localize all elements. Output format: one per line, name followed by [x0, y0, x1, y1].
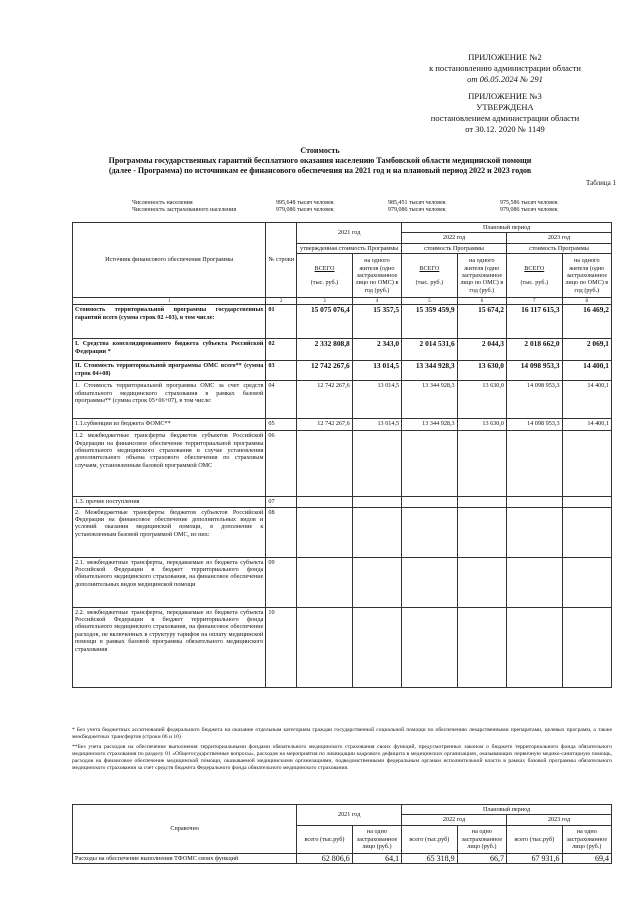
row-total-2022: 13 344 928,3	[402, 419, 458, 431]
row-total-2023: 16 117 615,3	[507, 305, 563, 339]
row-total-2021	[297, 607, 353, 687]
decree-line: к постановлению администрации области	[429, 63, 581, 73]
row-name: 2.1. межбюджетные трансферты, передаваемые из бюджета субъекта Российской Федерации в бюджет территориального фонда обязательного медицинского страхования, на финансовое обеспечение дополнительных видов медицинской помощи	[73, 557, 266, 607]
ref-row-p22: 66,7	[457, 853, 506, 863]
approved-label: УТВЕРЖДЕНА	[476, 102, 534, 112]
table-row	[73, 431, 612, 497]
decree-date: от 06.05.2024 № 291	[467, 74, 543, 84]
row-total-2023: 14 098 953,3	[507, 381, 563, 419]
row-total-2022: 13 344 928,3	[402, 381, 458, 419]
row-number: 06	[266, 431, 297, 497]
row-per-person-2023: 14 400,1	[562, 419, 611, 431]
row-total-2021: 12 742 267,6	[297, 419, 353, 431]
ref-per-insured-2022: на одно застрахованное лицо (руб.)	[457, 825, 506, 853]
population-2022: 979,086 тысяч человек	[388, 207, 446, 213]
row-per-person-2021: 2 343,0	[352, 339, 401, 361]
row-per-person-2021: 13 014,5	[352, 381, 401, 419]
row-per-person-2023: 14 400,1	[562, 381, 611, 419]
row-per-person-2021	[352, 557, 401, 607]
population-2022: 985,451 тысяч человек	[388, 200, 446, 206]
row-number: 09	[266, 557, 297, 607]
row-total-2021: 2 332 808,8	[297, 339, 353, 361]
title-line-1: Стоимость	[300, 146, 340, 155]
row-per-person-2023	[562, 607, 611, 687]
row-number: 01	[266, 305, 297, 339]
footnotes	[72, 727, 612, 772]
table-row	[73, 381, 612, 419]
col-number: 2	[266, 298, 297, 305]
header-source: Источник финансового обеспечения Программы	[73, 223, 266, 298]
row-per-person-2022: 15 674,2	[457, 305, 506, 339]
header-per-person-2021: на одного жителя (одно застрахованное лицо по ОМС) в год (руб.)	[352, 254, 401, 298]
row-per-person-2022: 13 630,0	[457, 381, 506, 419]
ref-row-t22: 65 318,9	[402, 853, 458, 863]
row-number: 03	[266, 361, 297, 381]
ref-per-insured-2021: на одно застрахованное лицо (руб.)	[352, 825, 401, 853]
row-name: 2.2. межбюджетные трансферты, передаваемые из бюджета субъекта Российской Федерации в бюджет территориального фонда обязательного медицинского страхования, на финансовое обеспечение расходов, не включенных в структуру тарифов на оплату медицинской помощи в рамках базовой программы обязательного медицинского страхования	[73, 607, 266, 687]
header-total-2022	[402, 254, 458, 298]
approved-by: постановлением администрации области	[430, 113, 580, 123]
header-2021: 2021 год	[297, 223, 402, 244]
ref-row-t23: 67 931,6	[507, 853, 563, 863]
title-line-2: Программы государственных гарантий бесплатного оказания населению Тамбовской области медицинской помощи	[108, 156, 532, 165]
row-name: Стоимость территориальной программы государственных гарантий всего (сумма строк 02 +03), в том числе:	[73, 305, 266, 339]
col-number: 1	[73, 298, 266, 305]
ref-header-2022: 2022 год	[402, 815, 507, 825]
row-name: I. Средства консолидированного бюджета субъекта Российской Федерации *	[73, 339, 266, 361]
row-number: 02	[266, 339, 297, 361]
row-total-2021	[297, 497, 353, 507]
table-row	[73, 507, 612, 557]
row-per-person-2022	[457, 497, 506, 507]
ref-row-t21: 62 806,6	[297, 853, 353, 863]
row-total-2021	[297, 507, 353, 557]
row-total-2023: 2 018 662,0	[507, 339, 563, 361]
row-name: 1.2 межбюджетные трансферты бюджетов субъектов Российской Федерации на финансовое обеспечение территориальной программы обязательного медицинского страхования в случае установления дополнительного объема страхового обеспечения по страховым случаям, установленным базовой программой ОМС	[73, 431, 266, 497]
row-total-2023: 14 098 953,3	[507, 419, 563, 431]
row-name: 1.3. прочие поступления	[73, 497, 266, 507]
population-2023: 979,086 тысяч человек	[500, 207, 558, 213]
row-total-2023	[507, 507, 563, 557]
row-per-person-2023: 16 469,2	[562, 305, 611, 339]
population-2021: 979,086 тысяч человек	[276, 207, 334, 213]
row-per-person-2022	[457, 557, 506, 607]
document-title	[60, 146, 580, 176]
row-per-person-2021	[352, 497, 401, 507]
row-number: 10	[266, 607, 297, 687]
ref-row-name: Расходы на обеспечение выполнения ТФОМС своих функций	[73, 853, 297, 863]
row-name: 2. Межбюджетные трансферты бюджетов субъектов Российской Федерации на финансовое обеспечение дополнительных видов и условий оказания медицинской помощи, в дополнение к установленным базовой программой ОМС, из них:	[73, 507, 266, 557]
ref-row-p23: 69,4	[562, 853, 611, 863]
appendix-2-label: ПРИЛОЖЕНИЕ №2	[468, 52, 542, 62]
table-row	[73, 339, 612, 361]
row-per-person-2021	[352, 507, 401, 557]
row-total-2023	[507, 497, 563, 507]
ref-total-2021: всего (тыс.руб)	[297, 825, 353, 853]
ref-per-insured-2023: на одно застрахованное лицо (руб.)	[562, 825, 611, 853]
table-label: Таблица 1	[586, 179, 616, 187]
row-total-2022	[402, 607, 458, 687]
row-number: 08	[266, 507, 297, 557]
row-per-person-2021: 13 014,5	[352, 419, 401, 431]
row-total-2023: 14 098 953,3	[507, 361, 563, 381]
total-unit: (тыс. руб.)	[415, 279, 444, 287]
population-2021: 995,648 тысяч человек	[276, 200, 334, 206]
population-label: Численность застрахованного населения	[132, 207, 237, 213]
row-total-2021: 12 742 267,6	[297, 381, 353, 419]
row-number: 05	[266, 419, 297, 431]
row-per-person-2023	[562, 497, 611, 507]
row-total-2022	[402, 507, 458, 557]
total-label: ВСЕГО	[524, 264, 545, 272]
row-total-2022	[402, 497, 458, 507]
row-name: 1.1.субвенции из бюджета ФОМС**	[73, 419, 266, 431]
ref-header-2023: 2023 год	[507, 815, 612, 825]
row-per-person-2023: 14 400,1	[562, 361, 611, 381]
col-number: 3	[297, 298, 353, 305]
total-label: ВСЕГО	[419, 264, 440, 272]
row-per-person-2022: 2 044,3	[457, 339, 506, 361]
ref-total-2023: всего (тыс.руб)	[507, 825, 563, 853]
row-name: 1. Стоимость территориальной программы ОМС за счет средств обязательного медицинского страхования в рамках базовой программы** (сумма строк 05+06+07), в том числе:	[73, 381, 266, 419]
col-number: 6	[457, 298, 506, 305]
header-row-no: № строки	[266, 223, 297, 298]
row-per-person-2022: 13 630,0	[457, 419, 506, 431]
row-total-2023	[507, 431, 563, 497]
header-per-person-2022: на одного жителя (одно застрахованное лицо по ОМС) в год (руб.)	[457, 254, 506, 298]
ref-header-2021: 2021 год	[297, 805, 402, 826]
table-row	[73, 305, 612, 339]
footnote-1: * Без учета бюджетных ассигнований федерального бюджета на оказание отдельным категориям граждан государственной социальной помощи по обеспечению лекарственными препаратами, целевых программ, а также межбюджетных трансфертов (строки 06 и 10)	[72, 727, 612, 740]
ref-row-p21: 64,1	[352, 853, 401, 863]
population-table	[130, 200, 610, 214]
col-number: 5	[402, 298, 458, 305]
row-per-person-2022: 13 630,0	[457, 361, 506, 381]
row-total-2022	[402, 431, 458, 497]
row-per-person-2021: 13 014,5	[352, 361, 401, 381]
col-number: 8	[562, 298, 611, 305]
row-total-2021: 15 075 076,4	[297, 305, 353, 339]
row-total-2021	[297, 557, 353, 607]
row-per-person-2023	[562, 431, 611, 497]
reference-table	[72, 804, 612, 864]
total-unit: (тыс. руб.)	[310, 279, 339, 287]
table-row	[73, 361, 612, 381]
header-total-2021	[297, 254, 353, 298]
row-per-person-2021	[352, 431, 401, 497]
row-total-2022: 15 359 459,9	[402, 305, 458, 339]
population-label: Численность населения	[132, 200, 193, 206]
approved-date: от 30.12. 2020 № 1149	[465, 124, 545, 134]
cost-table	[72, 222, 612, 688]
table-row	[73, 607, 612, 687]
row-per-person-2021	[352, 607, 401, 687]
row-number: 04	[266, 381, 297, 419]
col-number: 4	[352, 298, 401, 305]
ref-row	[73, 853, 612, 863]
row-per-person-2023: 2 069,1	[562, 339, 611, 361]
ref-header: Справочно	[73, 805, 297, 854]
ref-header-planned: Плановый период	[402, 805, 612, 815]
header-2022: 2022 год	[402, 233, 507, 243]
table-row	[73, 497, 612, 507]
row-per-person-2022	[457, 431, 506, 497]
row-per-person-2022	[457, 507, 506, 557]
total-label: ВСЕГО	[314, 264, 335, 272]
footnote-2: **Без учета расходов на обеспечение выполнения территориальными фондами обязательного медицинского страхования своих функций, предусмотренных законом о бюджете территориального фонда обязательного медицинского страхования по разделу 01 «Общегосударственные вопросы», расходов на мероприятия по ликвидации кадрового дефицита в медицинских организациях, оказывающих первичную медико-санитарную помощь, расходов на финансовое обеспечение медицинской помощи, оказываемой медицинскими организациями, подведомственными федеральным органам исполнительной власти в рамках базовой программы обязательного медицинского страхования за счет средств бюджета Федерального фонда обязательного медицинского страхования.	[72, 744, 612, 771]
header-block	[410, 52, 600, 135]
row-total-2021	[297, 431, 353, 497]
row-per-person-2023	[562, 557, 611, 607]
row-per-person-2021: 15 357,5	[352, 305, 401, 339]
row-total-2023	[507, 607, 563, 687]
table-row	[73, 557, 612, 607]
header-total-2023	[507, 254, 563, 298]
row-per-person-2023	[562, 507, 611, 557]
population-row	[130, 200, 610, 207]
title-line-3: (далее - Программа) по источникам ее финансового обеспечения на 2021 год и на плановый период 2022 и 2023 годов	[108, 166, 532, 175]
col-number: 7	[507, 298, 563, 305]
header-cost-2023: стоимость Программы	[507, 243, 612, 253]
row-total-2022: 13 344 928,3	[402, 361, 458, 381]
row-per-person-2022	[457, 607, 506, 687]
row-number: 07	[266, 497, 297, 507]
header-2023: 2023 год	[507, 233, 612, 243]
row-total-2023	[507, 557, 563, 607]
table-row	[73, 419, 612, 431]
ref-total-2022: всего (тыс.руб)	[402, 825, 458, 853]
header-approved-cost: утвержденная стоимость Программы	[297, 243, 402, 253]
total-unit: (тыс. руб.)	[520, 279, 549, 287]
population-row	[130, 207, 610, 214]
population-2023: 975,586 тысяч человек	[500, 200, 558, 206]
row-name: II. Стоимость территориальной программы ОМС всего** (сумма строк 04+08)	[73, 361, 266, 381]
header-per-person-2023: на одного жителя (одно застрахованное лицо по ОМС) в год (руб.)	[562, 254, 611, 298]
cost-table-body	[73, 305, 612, 687]
row-total-2022	[402, 557, 458, 607]
column-number-row	[73, 298, 612, 305]
header-planned: Плановый период	[402, 223, 612, 233]
appendix-3-label: ПРИЛОЖЕНИЕ №3	[468, 91, 542, 101]
row-total-2022: 2 014 531,6	[402, 339, 458, 361]
row-total-2021: 12 742 267,6	[297, 361, 353, 381]
header-cost-2022: стоимость Программы	[402, 243, 507, 253]
